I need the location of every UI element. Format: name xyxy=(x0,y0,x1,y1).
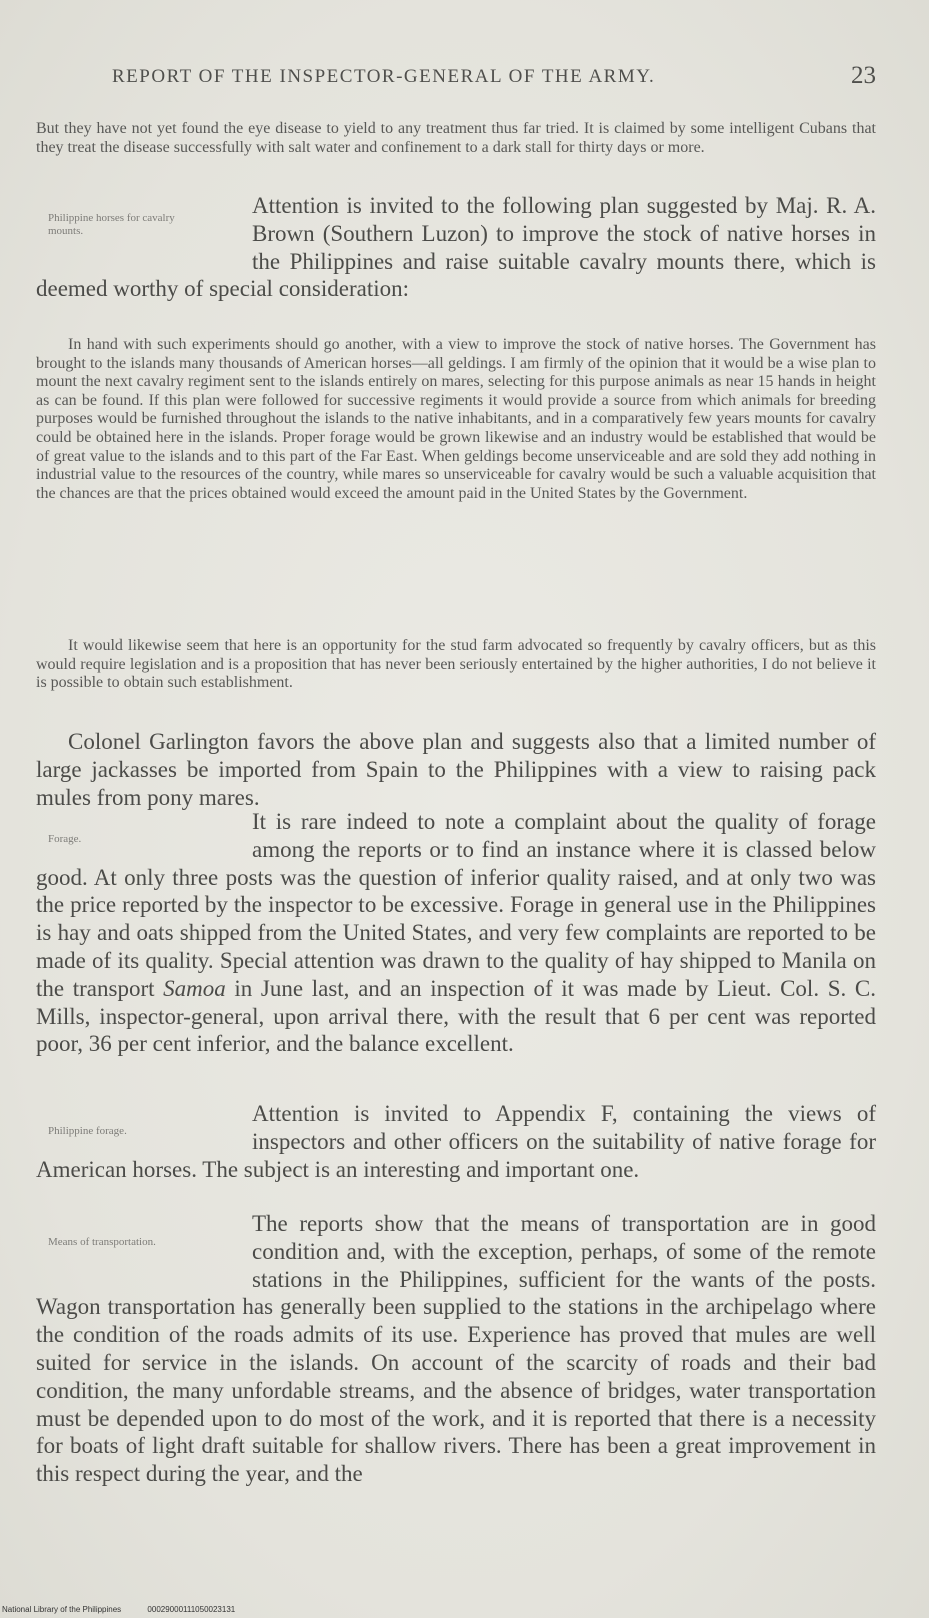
paragraph-plan-intro xyxy=(36,192,876,303)
margin-note-philippine-forage: Philippine forage. xyxy=(48,1125,127,1137)
page-header xyxy=(36,64,876,96)
margin-note-transportation: Means of transportation. xyxy=(48,1236,156,1248)
margin-spacer xyxy=(36,1210,252,1290)
paragraph-forage-text-b: in June last, and an inspection of it was made by Lieut. Col. S. C. Mills, inspector-general, upon arrival there, with the result that 6 per cent was reported poor, 36 per cent inferior, and the balance excellent. xyxy=(36,975,876,1057)
ship-name: Samoa xyxy=(163,975,226,1001)
paragraph-transportation-text: The reports show that the means of transportation are in good condition and, with the exception, perhaps, of some of the remote stations in the Philippines, sufficient for the wants of the posts. Wagon transportation has generally been supplied to the stations in the archipelago where the condition of the roads admits of its use. Experience has proved that mules are well suited for service in the islands. On account of the scarcity of roads and their bad condition, the many unfordable streams, and the absence of bridges, water transportation must be depended upon to do most of the work, and it is reported that there is a necessity for boats of light draft suitable for shallow rivers. There has been a great improvement in this respect during the year, and the xyxy=(36,1211,876,1487)
paragraph-forage-text-a: It is rare indeed to note a complaint about the quality of forage among the reports or to find an instance where it is classed below good. At only three posts was the question of inferior quality raised, and at only two was the price reported by the inspector to be excessive. Forage in general use in the Philippines is hay and oats shipped from the United States, and very few complaints are reported to be made of its quality. Special attention was drawn to the quality of hay shipped to Manila on the transport xyxy=(36,809,876,1001)
quote-mares-plan: In hand with such experiments should go another, with a view to improve the stock of native horses. The Government has brought to the islands many thousands of American horses—all geldings. I am firmly of the opinion that it would be a wise plan to mount the next cavalry regiment sent to the islands entirely on mares, selecting for this purpose animals as near 15 hands in height as can be found. If this plan were followed for successive regiments it would provide a source from which animals for breeding purposes would be furnished throughout the islands to the native inhabitants, and in a comparatively few years mounts for cavalry could be obtained here in the islands. Proper forage would be grown likewise and an industry would be established that would be of great value to the islands and to this part of the Far East. When geldings become unserviceable and are sold they add nothing in industrial value to the resources of the country, while mares so unserviceable for cavalry would be such a valuable acquisition that the chances are that the prices obtained would exceed the amount paid in the United States by the Government. xyxy=(36,336,876,502)
running-title: REPORT OF THE INSPECTOR-GENERAL OF THE ARMY. xyxy=(112,66,656,87)
quote-stud-farm: It would likewise seem that here is an opportunity for the stud farm advocated so frequently by cavalry officers, but as this would require legislation and is a proposition that has never been seriously entertained by the higher authorities, I do not believe it is possible to obtain such establishment. xyxy=(36,637,876,692)
paragraph-eye-disease: But they have not yet found the eye disease to yield to any treatment thus far tried. It is claimed by some intelligent Cubans that they treat the disease successfully with salt water and confinement to a dark stall for thirty days or more. xyxy=(36,120,876,156)
paragraph-plan-intro-text: Attention is invited to the following plan suggested by Maj. R. A. Brown (Southern Luzon) to improve the stock of native horses in the Philippines and raise suitable cavalry mounts there, which is deemed worthy of special consideration: xyxy=(36,193,876,302)
margin-spacer xyxy=(36,808,252,863)
margin-spacer xyxy=(36,1100,252,1155)
page-number: 23 xyxy=(851,62,876,89)
footer-page-id: 00029000111050023131 xyxy=(147,1605,236,1614)
paragraph-native-forage-text: Attention is invited to Appendix F, containing the views of inspectors and other officers on the suitability of native forage for American horses. The subject is an interesting and important one. xyxy=(36,1101,876,1182)
footer-library: National Library of the Philippines xyxy=(2,1605,122,1614)
paragraph-transportation xyxy=(36,1210,876,1488)
margin-note-philippine-horses: Philippine horses for cavalry mounts. xyxy=(48,212,175,237)
page-footer xyxy=(2,1605,259,1614)
paragraph-native-forage xyxy=(36,1100,876,1183)
margin-note-forage: Forage. xyxy=(48,833,82,845)
paragraph-garlington: Colonel Garlington favors the above plan and suggests also that a limited number of large jackasses be imported from Spain to the Philippines with a view to raising pack mules from pony mares. xyxy=(36,729,876,810)
paragraph-forage xyxy=(36,808,876,1058)
margin-spacer xyxy=(36,192,252,272)
